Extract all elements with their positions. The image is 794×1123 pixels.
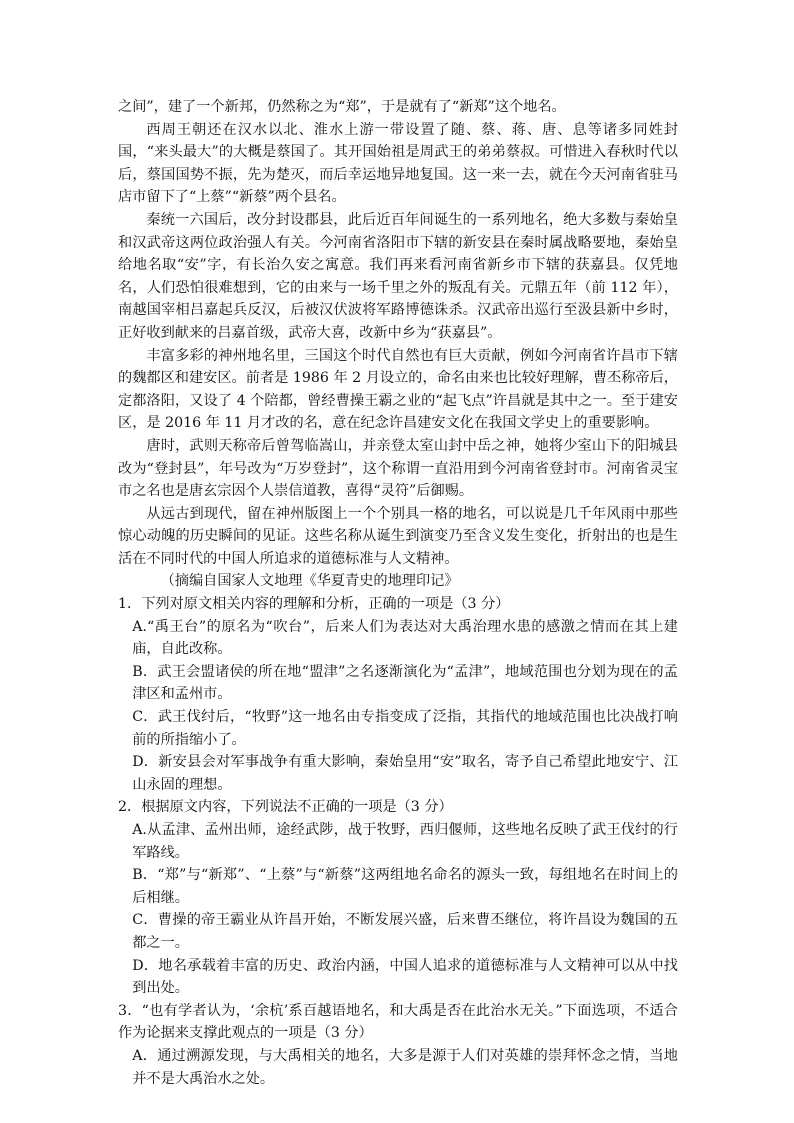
- question-2-option-b: B．“郑”与“新郑”、“上蔡”与“新蔡”这两组地名命名的源头一致，每组地名在时间上的后相继。: [132, 867, 678, 906]
- question-2-option-a: A.从孟津、孟州出师，途经武陟，战于牧野，西归偃师，这些地名反映了武王伐纣的行军路线。: [132, 822, 678, 861]
- question-3-stem: 3．“也有学者认为，‘余杭’系百越语地名，和大禹是否在此治水无关。”下面选项，不适合作为论据来支撑此观点的一项是（3 分）: [118, 1002, 678, 1042]
- question-1-option-c: C．武王伐纣后，“牧野”这一地名由专指变成了泛指，其指代的地域范围也比决战打响前的所指缩小了。: [132, 709, 678, 748]
- source-citation: （摘编自国家人文地理《华夏青史的地理印记》: [160, 573, 459, 590]
- question-1-stem: 1．下列对原文相关内容的理解和分析，正确的一项是（3 分）: [118, 596, 510, 613]
- question-3-option-a: A．通过溯源发现，与大禹相关的地名，大多是源于人们对英雄的崇拜怀念之情，当地并不是大禹治水之处。: [132, 1047, 678, 1087]
- document-page: [118, 96, 678, 1090]
- question-1-option-a: A.“禹王台”的原名为“吹台”，后来人们为表达对大禹治理水患的感激之情而在其上建庙，自此改称。: [132, 618, 678, 658]
- paragraph-three-kingdoms: 丰富多彩的神州地名里，三国这个时代自然也有巨大贡献，例如今河南省许昌市下辖的魏都区和建安区。前者是 1986 年 2 月设立的，命名由来也比较好理解，曹丕称帝后，定都洛阳，又设了 4 个陪都，曾经曹操王霸之业的“起飞点”许昌就是其中之一。至于建安区，是 2016 年 11 月才改的名，意在纪念许昌建安文化在我国文学史上的重要影响。: [118, 347, 678, 432]
- question-1-option-b: B．武王会盟诸侯的所在地“盟津”之名逐渐演化为“孟津”，地域范围也分划为现在的孟津区和孟州市。: [132, 663, 678, 703]
- paragraph-tang: 唐时，武则天称帝后曾驾临嵩山，并亲登太室山封中岳之神，她将少室山下的阳城县改为“登封县”，年号改为“万岁登封”，这个称谓一直沿用到今河南省登封市。河南省灵宝市之名也是唐玄宗因个人崇信道教，喜得“灵符”后御赐。: [118, 437, 678, 500]
- paragraph-western-zhou: 西周王朝还在汉水以北、淮水上游一带设置了随、蔡、蒋、唐、息等诸多同姓封国，“来头最大”的大概是蔡国了。其开国始祖是周武王的弟弟蔡叔。可惜进入春秋时代以后，蔡国国势不振，先为楚灭，而后幸运地异地复国。这一来一去，就在今天河南省驻马店市留下了“上蔡”“新蔡”两个县名。: [118, 121, 678, 206]
- paragraph-continuation: 之间”，建了一个新邦，仍然称之为“郑”，于是就有了“新郑”这个地名。: [118, 99, 566, 115]
- question-2-option-d: D．地名承载着丰富的历史、政治内涵，中国人追求的道德标准与人文精神可以从中找到出处。: [132, 957, 678, 997]
- paragraph-conclusion: 从远古到现代，留在神州版图上一个个别具一格的地名，可以说是几千年风雨中那些惊心动魄的历史瞬间的见证。这些名称从诞生到演变乃至含义发生变化，折射出的也是生活在不同时代的中国人所追求的道德标准与人文精神。: [118, 505, 678, 567]
- paragraph-qin-han: 秦统一六国后，改分封设郡县，此后近百年间诞生的一系列地名，绝大多数与秦始皇和汉武帝这两位政治强人有关。今河南省洛阳市下辖的新安县在秦时属战略要地，秦始皇给地名取“安”字，有长治久安之寓意。我们再来看河南省新乡市下辖的获嘉县。仅凭地名，人们恐怕很难想到，它的由来与一场千里之外的叛乱有关。元鼎五年（前 112 年），南越国宰相吕嘉起兵反汉，后被汉伏波将军路博德诛杀。汉武帝出巡行至汲县新中乡时，正好收到献来的吕嘉首级，武帝大喜，改新中乡为“获嘉县”。: [118, 211, 678, 341]
- question-2-stem: 2．根据原文内容，下列说法不正确的一项是（3 分）: [118, 799, 453, 816]
- question-1-option-d: D．新安县会对军事战争有重大影响，秦始皇用“安”取名，寄予自己希望此地安宁、江山永固的理想。: [132, 754, 678, 793]
- question-2-option-c: C．曹操的帝王霸业从许昌开始，不断发展兴盛，后来曹丕继位，将许昌设为魏国的五都之一。: [132, 912, 678, 951]
